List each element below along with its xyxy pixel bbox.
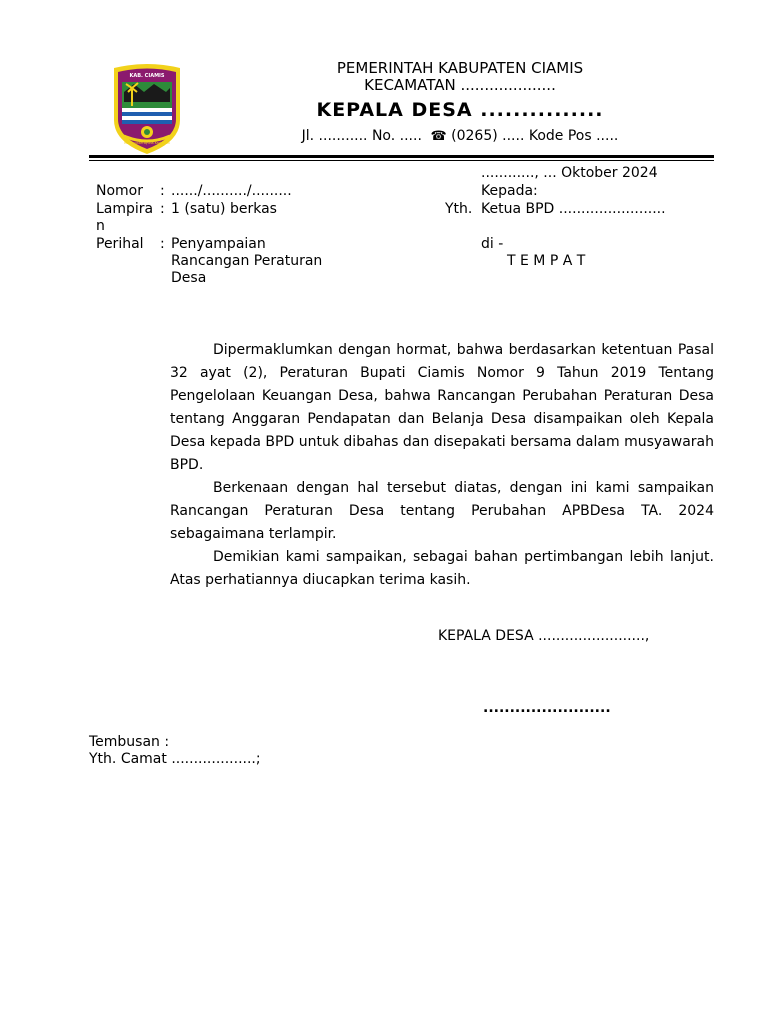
nomor-colon: : — [160, 183, 165, 199]
government-name: PEMERINTAH KABUPATEN CIAMIS — [336, 59, 584, 77]
lampiran-label-part1: Lampira — [96, 201, 154, 217]
signature-title: KEPALA DESA ........................, — [438, 628, 650, 644]
district-name: KECAMATAN .................... — [364, 76, 556, 94]
kabupaten-ciamis-logo — [110, 62, 184, 156]
logo-motto-text: Mahayunan Ayuna Kadatuan — [124, 141, 170, 145]
signature-name: ........................ — [483, 700, 611, 716]
lampiran-label-part2: n — [96, 218, 105, 234]
recipient-kepada: Kepada: — [481, 183, 538, 199]
tembusan-label: Tembusan : — [89, 734, 170, 750]
address-street: Jl. ........... No. ..... — [301, 128, 422, 144]
recipient-tempat: T E M P A T — [507, 253, 586, 269]
lampiran-colon: : — [160, 201, 165, 217]
perihal-value-line2: Rancangan Peraturan — [171, 253, 323, 269]
recipient-yth: Yth. — [445, 201, 473, 217]
body-paragraph-3: Demikian kami sampaikan, sebagai bahan pertimbangan lebih lanjut. Atas perhatiannya diucapkan terima kasih. — [170, 549, 714, 588]
lampiran-value: 1 (satu) berkas — [171, 201, 277, 217]
body-paragraph-1: Dipermaklumkan dengan hormat, bahwa berdasarkan ketentuan Pasal 32 ayat (2), Peraturan Bupati Ciamis Nomor 9 Tahun 2019 Tentang Pengelolaan Keuangan Desa, bahwa Rancangan Perubahan Peraturan Desa tentang Anggaran Pendapatan dan Belanja Desa disampaikan oleh Kepala Desa kepada BPD untuk dibahas dan disepakati bersama dalam musyawarah BPD. — [170, 342, 714, 473]
office-title: KEPALA DESA ............... — [316, 99, 604, 121]
telephone-icon: ☎ — [426, 129, 447, 144]
tembusan-block — [89, 734, 261, 768]
nomor-row — [0, 183, 400, 200]
address-phone-postal: (0265) ..... Kode Pos ..... — [451, 128, 619, 144]
letter-body — [170, 339, 714, 592]
letterhead-thick-rule — [89, 155, 714, 158]
perihal-value-line3: Desa — [171, 270, 207, 286]
letter-date: ............, ... Oktober 2024 — [481, 165, 658, 181]
letterhead — [260, 60, 660, 146]
perihal-colon: : — [160, 236, 165, 252]
perihal-label: Perihal — [96, 236, 144, 252]
perihal-value — [171, 236, 346, 287]
body-paragraph-2: Berkenaan dengan hal tersebut diatas, dengan ini kami sampaikan Rancangan Peraturan Desa tentang Perubahan APBDesa TA. 2024 sebagaimana terlampir. — [170, 480, 714, 542]
perihal-value-line1: Penyampaian — [171, 236, 266, 252]
letterhead-thin-rule — [89, 160, 714, 161]
nomor-label: Nomor — [96, 183, 143, 199]
logo-top-text: KAB. CIAMIS — [129, 73, 165, 79]
recipient-name: Ketua BPD ........................ — [481, 201, 666, 217]
lampiran-label — [96, 201, 158, 235]
office-address — [260, 127, 660, 146]
recipient-di: di - — [481, 236, 504, 252]
perihal-row — [0, 236, 400, 288]
lampiran-row — [0, 201, 400, 235]
tembusan-item: Yth. Camat ...................; — [89, 751, 261, 767]
nomor-value: ....../........../......... — [171, 183, 292, 199]
